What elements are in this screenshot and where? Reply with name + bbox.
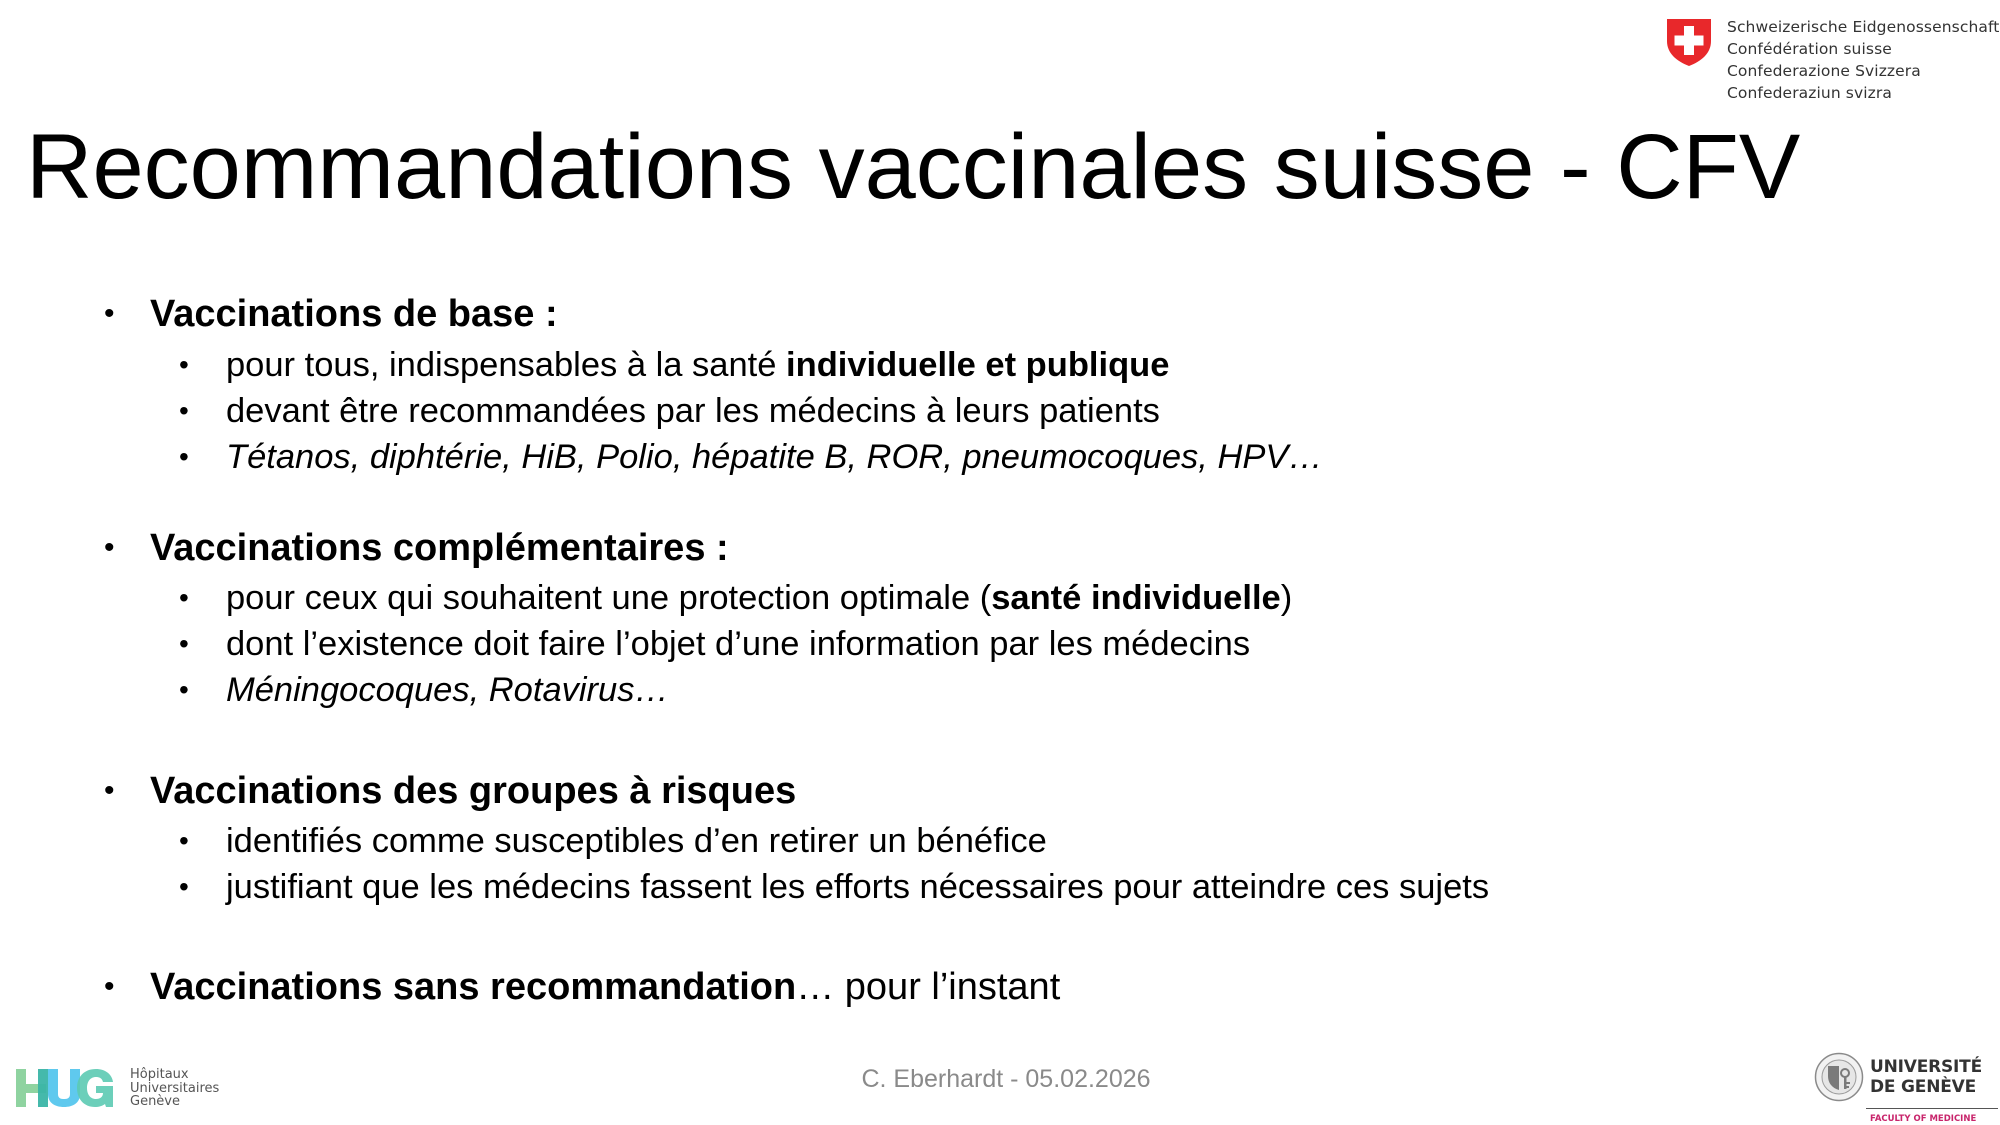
- bullet-icon: •: [179, 628, 189, 659]
- swiss-name-rm: Confederaziun svizra: [1727, 84, 1892, 102]
- text-bold: Vaccinations sans recommandation: [150, 966, 797, 1008]
- text-plain: pour ceux qui souhaitent une protection optimale (: [226, 579, 992, 617]
- bullet-icon: •: [179, 674, 189, 705]
- footer-author-date: C. Eberhardt - 05.02.2026: [861, 1065, 1151, 1093]
- sub-bullet-text: [226, 576, 1292, 620]
- sub-bullet-text: [226, 343, 1169, 387]
- swiss-confederation-logo: [1666, 16, 1999, 104]
- main-bullet-text: Vaccinations des groupes à risques: [150, 770, 797, 812]
- unige-line: UNIVERSITÉ: [1870, 1057, 1982, 1077]
- main-bullet-text: Vaccinations de base :: [150, 293, 558, 335]
- sub-bullet-text: justifiant que les médecins fassent les efforts nécessaires pour atteindre ces sujets: [226, 868, 1490, 906]
- hug-line: Universitaires: [130, 1080, 220, 1096]
- bullet-icon: •: [104, 774, 115, 807]
- bullet-icon: •: [179, 871, 189, 902]
- unige-line: DE GENÈVE: [1870, 1077, 1977, 1097]
- bullet-icon: •: [179, 349, 189, 380]
- bullet-icon: •: [179, 825, 189, 856]
- bullet-icon: •: [179, 582, 189, 613]
- swiss-name-fr: Confédération suisse: [1727, 40, 1892, 58]
- main-bullet-text: [150, 964, 1060, 1010]
- unige-faculty: FACULTY OF MEDICINE: [1870, 1114, 1977, 1124]
- main-bullet-text: Vaccinations complémentaires :: [150, 527, 729, 569]
- bullet-icon: •: [179, 395, 189, 426]
- swiss-confederation-names: [1727, 16, 1999, 104]
- unige-logo: [1814, 1052, 2000, 1125]
- text-bold: individuelle et publique: [786, 346, 1170, 384]
- text-plain: pour tous, indispensables à la santé: [226, 346, 787, 384]
- slide-title: Recommandations vaccinales suisse - CFV: [26, 116, 1801, 218]
- sub-bullet-text: Tétanos, diphtérie, HiB, Polio, hépatite B, ROR, pneumocoques, HPV…: [226, 438, 1323, 476]
- sub-bullet-text: devant être recommandées par les médecins à leurs patients: [226, 392, 1160, 430]
- university-seal-icon: [1814, 1052, 1864, 1102]
- text-bold: santé individuelle: [991, 579, 1281, 617]
- bullet-icon: •: [104, 531, 115, 564]
- sub-bullet-text: identifiés comme susceptibles d’en retirer un bénéfice: [226, 822, 1047, 860]
- divider: [1866, 1108, 1998, 1109]
- sub-bullet-text: dont l’existence doit faire l’objet d’une information par les médecins: [226, 625, 1251, 663]
- bullet-icon: •: [104, 970, 115, 1003]
- hug-line: Genève: [130, 1094, 181, 1109]
- text-plain: … pour l’instant: [796, 966, 1061, 1008]
- text-plain: ): [1280, 579, 1293, 617]
- unige-name: [1870, 1057, 1982, 1097]
- swiss-name-it: Confederazione Svizzera: [1727, 62, 1921, 80]
- swiss-name-de: Schweizerische Eidgenossenschaft: [1727, 18, 2000, 36]
- hug-line: Hôpitaux: [130, 1067, 189, 1082]
- bullet-icon: •: [104, 297, 115, 330]
- swiss-cross-shield-icon: [1666, 17, 1712, 67]
- sub-bullet-text: Méningocoques, Rotavirus…: [226, 671, 669, 709]
- bullet-icon: •: [179, 441, 189, 472]
